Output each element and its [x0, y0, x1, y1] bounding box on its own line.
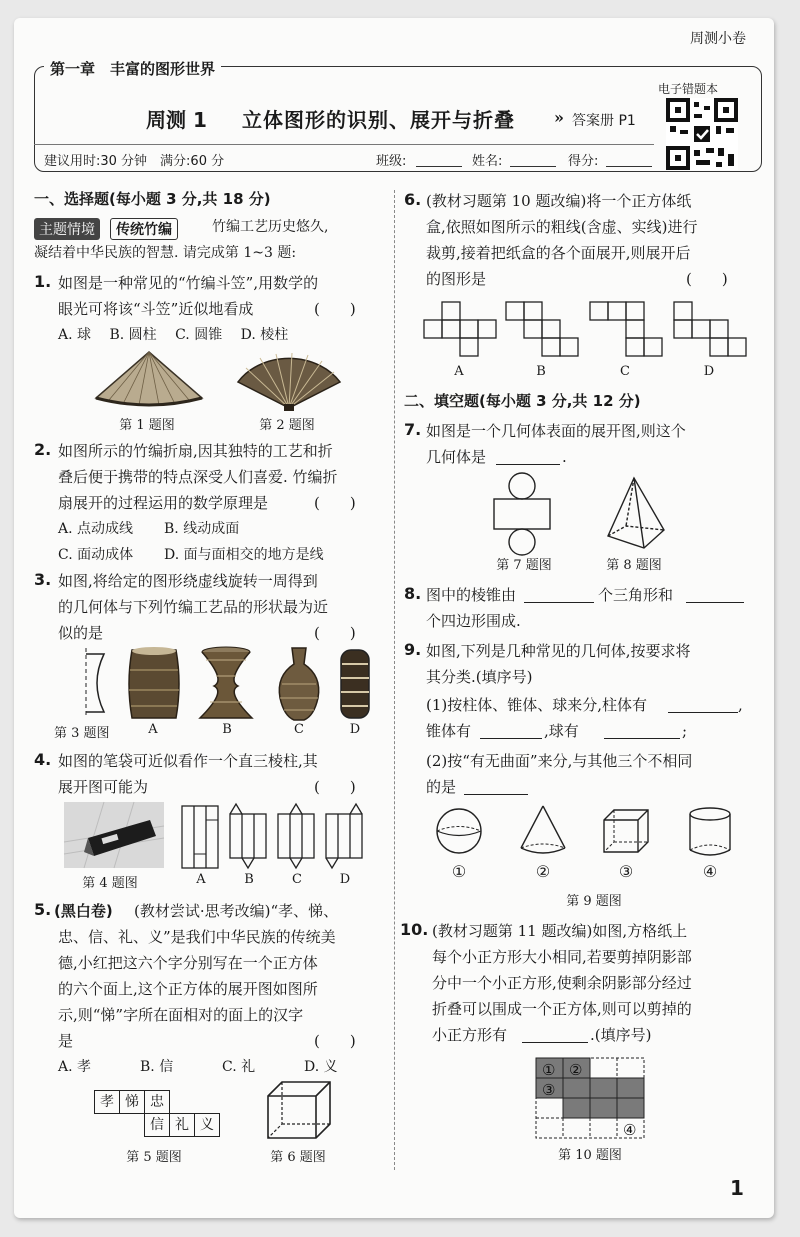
q10-line-3: 分中一个小正方形,使剩余阴影部分经过 — [432, 974, 692, 992]
q9-sphere — [434, 806, 484, 856]
q2-number: 2. — [34, 440, 52, 459]
q6-label-c: C — [620, 364, 630, 379]
q3-option-d-vase — [338, 648, 372, 720]
page — [14, 18, 774, 1218]
q9-sub1-a: (1)按柱体、锥体、球来分,柱体有 — [426, 696, 648, 714]
q9-blank-pyramid[interactable] — [480, 738, 542, 739]
q7-period: . — [562, 448, 567, 466]
fig6-caption: 第 6 题图 — [270, 1150, 326, 1165]
class-label: 班级: — [376, 154, 407, 169]
fig4-caption: 第 4 题图 — [82, 876, 138, 891]
q4-net-d — [326, 804, 366, 868]
q6-line-1: (教材习题第 10 题改编)将一个正方体纸 — [426, 192, 692, 210]
q5-tag: (黑白卷) — [54, 902, 113, 920]
q10-line-5: 小正方形有 — [432, 1026, 508, 1044]
q9-cone — [518, 804, 568, 858]
q5-net-cell: 孝 — [94, 1090, 120, 1114]
q3-label-d: D — [349, 722, 361, 737]
q9-blank-sphere[interactable] — [604, 738, 680, 739]
q6-net-d — [672, 300, 748, 360]
page-number: 1 — [730, 1176, 744, 1200]
q2-line-1: 如图所示的竹编折扇,因其独特的工艺和折 — [58, 442, 333, 460]
q6-net-a — [422, 300, 498, 360]
q2-answer-paren[interactable]: ( ) — [314, 494, 356, 512]
theme-line-1: 竹编工艺历史悠久, — [212, 219, 329, 235]
section-fill-heading: 二、填空题(每小题 3 分,共 12 分) — [404, 392, 641, 410]
q3-option-a-vase — [126, 646, 182, 722]
q9-mark-3: ③ — [618, 862, 634, 881]
q8-number: 8. — [404, 584, 422, 603]
q1-line-1: 如图是一种常见的“竹编斗笠”,用数学的 — [58, 274, 319, 292]
q5-net-cell: 信 — [144, 1113, 170, 1137]
q9-sub2-a: (2)按“有无曲面”来分,与其他三个不相同 — [426, 752, 693, 770]
q2-option-d: D. 面与面相交的地方是线 — [164, 547, 324, 563]
q10-line-2: 每个小正方形大小相同,若要剪掉阴影部 — [432, 948, 692, 966]
q9-line-2: 其分类.(填序号) — [426, 668, 533, 686]
q10-answer-blank[interactable] — [522, 1042, 588, 1043]
theme-line-2: 凝结着中华民族的智慧. 请完成第 1~3 题: — [34, 245, 297, 261]
name-label: 姓名: — [472, 154, 503, 169]
fig2-caption: 第 2 题图 — [259, 418, 315, 433]
score-field[interactable] — [606, 166, 652, 167]
q10-cell-mark-2: ② — [569, 1061, 583, 1079]
fig1-caption: 第 1 题图 — [119, 418, 175, 433]
bamboo-fan-figure — [234, 352, 344, 412]
q4-net-a — [182, 806, 222, 868]
q5-net-cell: 义 — [194, 1113, 220, 1137]
theme-tag-1: 主题情境 — [34, 218, 100, 240]
chapter-title: 第一章 丰富的图形世界 — [44, 58, 221, 79]
q3-rotation-figure — [64, 648, 114, 718]
qr-code-icon[interactable] — [666, 98, 738, 170]
q9-blank-curved[interactable] — [464, 794, 528, 795]
q2-option-b: B. 线动成面 — [164, 521, 240, 537]
q8-text-b: 个三角形和 — [598, 586, 674, 604]
q4-answer-paren[interactable]: ( ) — [314, 778, 356, 796]
q8-text-c: 个四边形围成. — [426, 612, 521, 630]
answer-ref[interactable]: 答案册 P1 — [572, 113, 636, 129]
q1-line-2: 眼光可将该“斗笠”近似地看成 — [58, 300, 254, 318]
q7-number: 7. — [404, 420, 422, 439]
q5-line-2: 忠、信、礼、义”是我们中华民族的传统美 — [58, 928, 336, 946]
q9-sub1-d: ; — [682, 722, 688, 740]
q2-option-a: A. 点动成线 — [58, 521, 134, 537]
q7-answer-blank[interactable] — [496, 464, 560, 465]
pencil-case-photo — [64, 802, 164, 868]
fig9-caption: 第 9 题图 — [566, 894, 622, 909]
q5-line-4: 的六个面上,这个正方体的展开图如图所 — [58, 980, 318, 998]
q4-number: 4. — [34, 750, 52, 769]
q7-cylinder-net — [492, 472, 552, 558]
theme-tag-2: 传统竹编 — [110, 218, 178, 240]
q4-line-1: 如图的笔袋可近似看作一个直三棱柱,其 — [58, 752, 318, 770]
class-field[interactable] — [416, 166, 462, 167]
column-divider — [394, 190, 395, 1170]
q5-option-d: D. 义 — [304, 1059, 338, 1075]
q3-label-a: A — [148, 722, 158, 737]
q5-option-b: B. 信 — [140, 1059, 174, 1075]
arrow-icon: » — [554, 108, 564, 127]
q9-mark-4: ④ — [702, 862, 718, 881]
q6-net-c — [588, 300, 664, 360]
q4-net-c — [278, 804, 318, 868]
q3-number: 3. — [34, 570, 52, 589]
section-choice-heading: 一、选择题(每小题 3 分,共 18 分) — [34, 190, 271, 208]
q3-answer-paren[interactable]: ( ) — [314, 624, 356, 642]
q10-line-1: (教材习题第 11 题改编)如图,方格纸上 — [432, 922, 688, 940]
q9-blank-prism[interactable] — [668, 712, 738, 713]
q2-line-2: 叠后便于携带的特点深受人们喜爱. 竹编折 — [58, 468, 338, 486]
q9-cube — [602, 808, 650, 856]
q4-label-c: C — [292, 872, 302, 887]
q5-option-c: C. 礼 — [222, 1059, 256, 1075]
fig3-caption: 第 3 题图 — [54, 726, 110, 741]
q4-label-d: D — [339, 872, 351, 887]
q10-cell-mark-1: ① — [542, 1061, 556, 1079]
q9-sub1-b: 锥体有 — [426, 722, 472, 740]
name-field[interactable] — [510, 166, 556, 167]
header-divider — [34, 144, 654, 145]
q9-sub1-c: ,球有 — [544, 722, 579, 740]
header-tag: 周测小卷 — [690, 31, 746, 47]
q8-pyramid-figure — [606, 476, 666, 552]
q3-option-b-vase — [196, 646, 256, 722]
q6-answer-paren[interactable]: ( ) — [686, 270, 728, 288]
bamboo-hat-figure — [94, 350, 204, 410]
fig10-caption: 第 10 题图 — [558, 1148, 622, 1163]
q6-line-4: 的图形是 — [426, 270, 487, 288]
fig7-caption: 第 7 题图 — [496, 558, 552, 573]
q9-sub1-comma: , — [738, 696, 743, 714]
q8-blank-2[interactable] — [686, 602, 744, 603]
q10-line-4: 折叠可以围成一个正方体,则可以剪掉的 — [432, 1000, 692, 1018]
q3-label-c: C — [294, 722, 304, 737]
q3-option-c-vase — [274, 646, 324, 722]
q2-option-c: C. 面动成体 — [58, 547, 134, 563]
q6-net-b — [504, 300, 580, 360]
q9-mark-1: ① — [451, 862, 467, 881]
q5-net-cell: 礼 — [169, 1113, 195, 1137]
q6-label-d: D — [703, 364, 715, 379]
fig8-caption: 第 8 题图 — [606, 558, 662, 573]
q5-number: 5. — [34, 900, 52, 919]
q5-net-cell: 忠 — [144, 1090, 170, 1114]
q8-blank-1[interactable] — [524, 602, 594, 603]
q5-net-cell: 悌 — [119, 1090, 145, 1114]
q6-cube-figure — [266, 1080, 332, 1140]
q10-cell-mark-4: ④ — [623, 1121, 637, 1139]
q5-option-a: A. 孝 — [58, 1059, 92, 1075]
q5-line-1: (教材尝试·思考改编)“孝、悌、 — [134, 902, 339, 920]
q1-answer-paren[interactable]: ( ) — [314, 300, 356, 318]
qr-label: 电子错题本 — [658, 82, 719, 96]
q4-line-2: 展开图可能为 — [58, 778, 149, 796]
q6-number: 6. — [404, 190, 422, 209]
q9-sub2-b: 的是 — [426, 778, 457, 796]
q6-label-b: B — [536, 364, 546, 379]
q10-line-5-end: .(填序号) — [590, 1026, 652, 1044]
q6-line-2: 盒,依照如图所示的粗线(含虚、实线)进行 — [426, 218, 698, 236]
q3-line-1: 如图,将给定的图形绕虚线旋转一周得到 — [58, 572, 318, 590]
q8-text-a: 图中的棱锥由 — [426, 586, 517, 604]
q5-line-3: 德,小红把这六个字分别写在一个正方体 — [58, 954, 318, 972]
q4-label-b: B — [244, 872, 254, 887]
q9-mark-2: ② — [535, 862, 551, 881]
q6-line-3: 裁剪,接着把纸盒的各个面展开,则展开后 — [426, 244, 691, 262]
q4-label-a: A — [196, 872, 206, 887]
q2-line-3: 扇展开的过程运用的数学原理是 — [58, 494, 269, 512]
q9-cylinder — [688, 806, 732, 858]
q10-cell-mark-3: ③ — [542, 1081, 556, 1099]
score-label: 得分: — [568, 154, 599, 169]
q9-line-1: 如图,下列是几种常见的几何体,按要求将 — [426, 642, 691, 660]
q5-answer-paren[interactable]: ( ) — [314, 1032, 356, 1050]
q4-net-b — [230, 804, 270, 868]
q3-label-b: B — [222, 722, 232, 737]
q7-line-2: 几何体是 — [426, 448, 487, 466]
test-title: 立体图形的识别、展开与折叠 — [242, 108, 515, 132]
q6-label-a: A — [454, 364, 464, 379]
q3-line-2: 的几何体与下列竹编工艺品的形状最为近 — [58, 598, 329, 616]
q9-number: 9. — [404, 640, 422, 659]
test-number: 周测 1 — [146, 108, 207, 132]
q3-line-3: 似的是 — [58, 624, 104, 642]
q1-number: 1. — [34, 272, 52, 291]
q5-line-6: 是 — [58, 1032, 74, 1050]
fig5-caption: 第 5 题图 — [126, 1150, 182, 1165]
q7-line-1: 如图是一个几何体表面的展开图,则这个 — [426, 422, 686, 440]
q5-line-5: 示,则“悌”字所在面相对的面上的汉字 — [58, 1006, 304, 1024]
q10-number: 10. — [400, 920, 429, 939]
q1-options: A. 球 B. 圆柱 C. 圆锥 D. 棱柱 — [58, 327, 289, 343]
suggested-time: 建议用时:30 分钟 满分:60 分 — [44, 154, 225, 169]
